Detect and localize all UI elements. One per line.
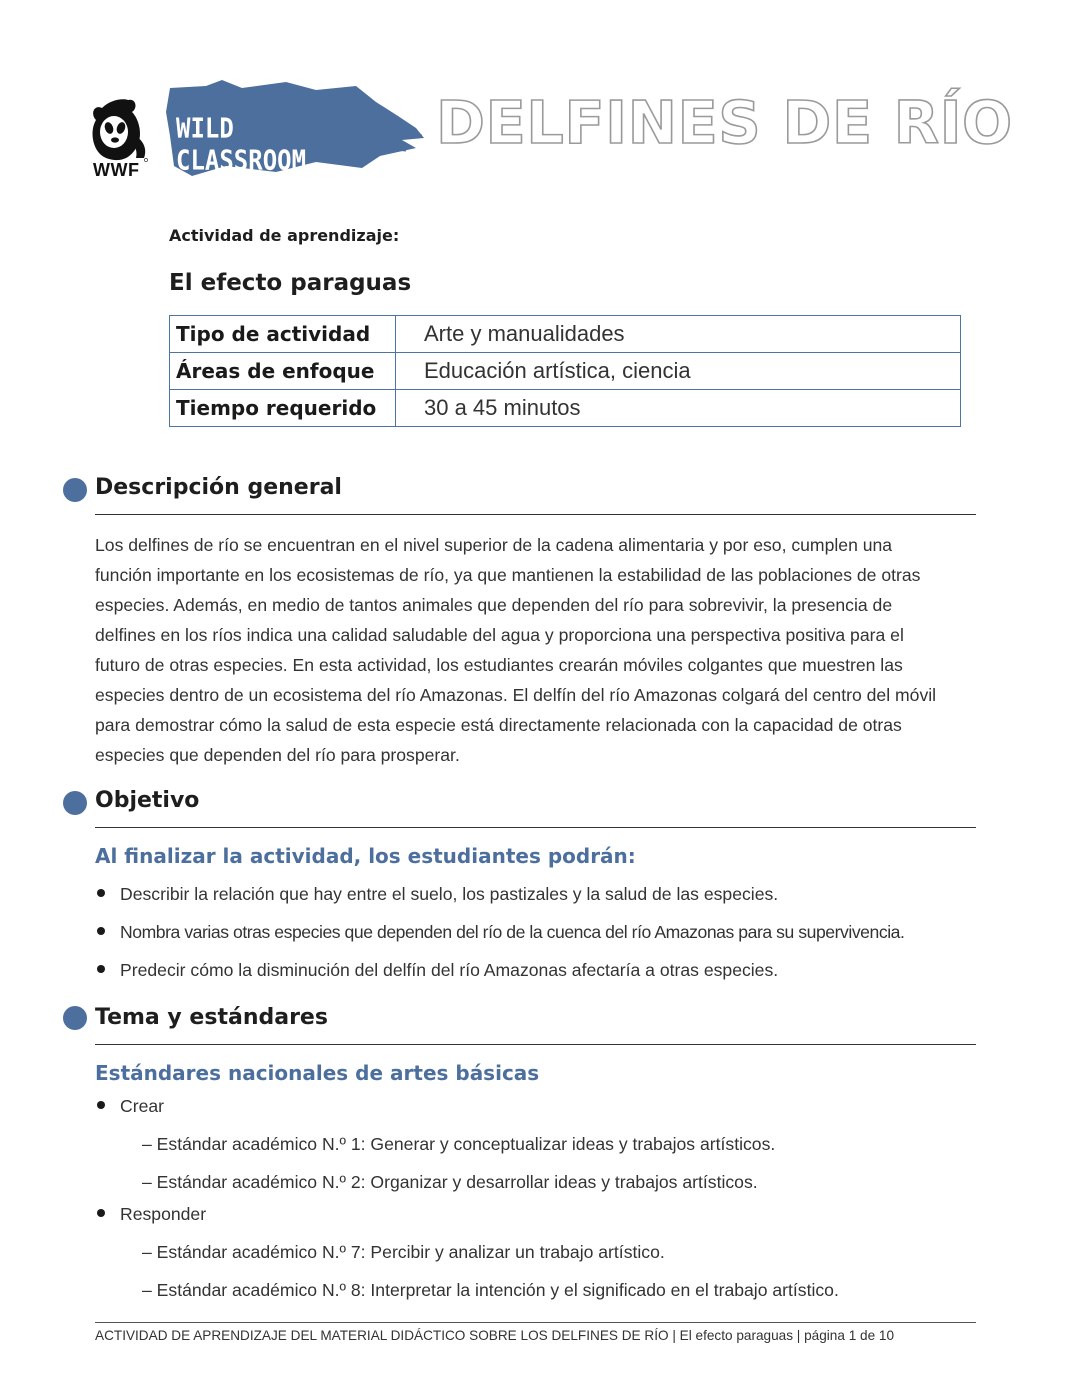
table-key: Tiempo requerido: [170, 390, 396, 427]
wwf-logo-text: WWF: [93, 160, 140, 180]
paragraph-line: función importante en los ecosistemas de río, ya que mantienen la estabilidad de las poblaciones de otras: [95, 565, 921, 585]
bullet-dot-icon: [97, 927, 105, 935]
standard-item: – Estándar académico N.º 2: Organizar y desarrollar ideas y trabajos artísticos.: [142, 1172, 758, 1192]
table-key: Tipo de actividad: [170, 316, 396, 353]
list-item: Crear: [97, 1096, 164, 1117]
section-title-standards: Tema y estándares: [95, 1005, 328, 1030]
table-value: Educación artística, ciencia: [396, 353, 961, 390]
activity-label: Actividad de aprendizaje:: [169, 226, 400, 245]
overview-paragraph: [95, 530, 980, 770]
paragraph-line: especies dentro de un ecosistema del río Amazonas. El delfín del río Amazonas colgará del centro del móvil: [95, 685, 937, 705]
section-bullet-icon: [63, 1006, 87, 1030]
bullet-dot-icon: [97, 1101, 105, 1109]
activity-info-table: [169, 315, 961, 427]
objective-subtitle: Al finalizar la actividad, los estudiantes podrán:: [95, 844, 636, 868]
page-footer: ACTIVIDAD DE APRENDIZAJE DEL MATERIAL DIDÁCTICO SOBRE LOS DELFINES DE RÍO | El efecto paraguas | página 1 de 10: [95, 1328, 895, 1343]
standard-item: – Estándar académico N.º 8: Interpretar la intención y el significado en el trabajo artístico.: [142, 1280, 839, 1300]
list-item: Describir la relación que hay entre el suelo, los pastizales y la salud de las especies.: [97, 884, 778, 905]
page-title: DELFINES DE RÍO: [436, 88, 1013, 157]
section-title-objective: Objetivo: [95, 788, 200, 813]
section-bullet-icon: [63, 791, 87, 815]
section-divider: [95, 1044, 976, 1045]
section-bullet-icon: [63, 478, 87, 502]
list-item: Responder: [97, 1204, 206, 1225]
paragraph-line: futuro de otras especies. En esta actividad, los estudiantes crearán móviles colgantes que muestren las: [95, 655, 903, 675]
footer-divider: [95, 1322, 976, 1323]
list-item: Nombra varias otras especies que dependen del río de la cuenca del río Amazonas para su supervivencia.: [97, 922, 904, 943]
paragraph-line: especies. Además, en medio de tantos animales que dependen del río para sobrevivir, la presencia de: [95, 595, 893, 615]
list-item: Predecir cómo la disminución del delfín del río Amazonas afectaría a otras especies.: [97, 960, 778, 981]
section-title-overview: Descripción general: [95, 475, 342, 500]
table-key: Áreas de enfoque: [170, 353, 396, 390]
standard-item: – Estándar académico N.º 7: Percibir y analizar un trabajo artístico.: [142, 1242, 665, 1262]
table-value: Arte y manualidades: [396, 316, 961, 353]
table-row: [170, 353, 961, 390]
wild-classroom-brand: WILD CLASSROOM: [176, 112, 307, 177]
section-divider: [95, 514, 976, 515]
standards-subtitle: Estándares nacionales de artes básicas: [95, 1061, 540, 1085]
table-row: [170, 390, 961, 427]
paragraph-line: especies que dependen del río para prosperar.: [95, 745, 460, 765]
bullet-dot-icon: [97, 889, 105, 897]
table-value: 30 a 45 minutos: [396, 390, 961, 427]
paragraph-line: Los delfines de río se encuentran en el nivel superior de la cadena alimentaria y por eso, cumplen una: [95, 535, 893, 555]
standard-item: – Estándar académico N.º 1: Generar y conceptualizar ideas y trabajos artísticos.: [142, 1134, 776, 1154]
bullet-dot-icon: [97, 965, 105, 973]
activity-title: El efecto paraguas: [169, 270, 412, 296]
bullet-dot-icon: [97, 1209, 105, 1217]
paragraph-line: para demostrar cómo la salud de esta especie está directamente relacionada con la capacidad de otras: [95, 715, 902, 735]
table-row: [170, 316, 961, 353]
paragraph-line: delfines en los ríos indica una calidad saludable del agua y proporciona una perspectiva positiva para el: [95, 625, 904, 645]
section-divider: [95, 827, 976, 828]
